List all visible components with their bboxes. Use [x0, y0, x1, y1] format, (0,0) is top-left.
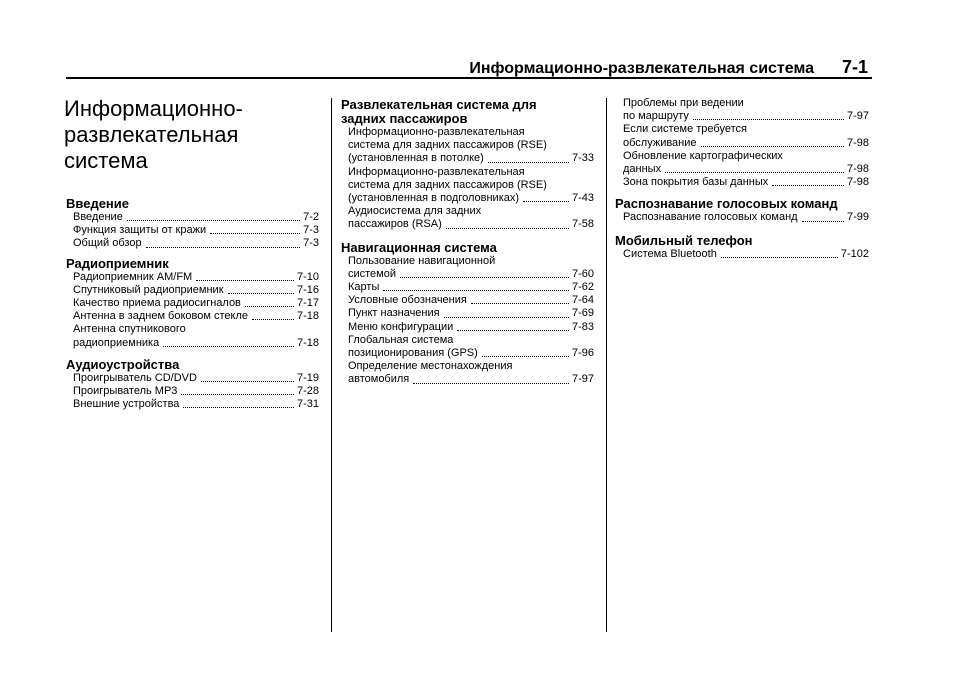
leader-dots — [252, 319, 294, 320]
toc-entry-text: Общий обзор — [73, 237, 142, 250]
section-title-line: Развлекательная система для — [341, 97, 537, 112]
toc-entry[interactable] — [73, 271, 319, 284]
section-title-rse — [341, 98, 594, 126]
toc-entry-text: Карты — [348, 281, 380, 294]
column-divider-2 — [606, 98, 607, 632]
toc-page: 7-98 — [846, 136, 869, 149]
leader-dots — [245, 306, 294, 307]
toc-entry-text[interactable]: Глобальная система — [348, 333, 454, 346]
section-title-radio: Радиоприемник — [66, 255, 169, 271]
toc-page: 7-62 — [571, 281, 594, 294]
toc-column-1 — [66, 197, 319, 411]
section-title-audio: Аудиоустройства — [66, 356, 180, 372]
leader-dots — [523, 201, 569, 202]
leader-dots — [772, 185, 844, 186]
toc-entry-text: Распознавание голосовых команд — [623, 211, 798, 224]
leader-dots — [400, 277, 569, 278]
toc-entry-text[interactable]: Антенна спутникового — [73, 323, 186, 336]
leader-dots — [196, 280, 294, 281]
toc-entry[interactable] — [623, 248, 869, 261]
toc-entry[interactable] — [73, 297, 319, 310]
leader-dots — [802, 221, 844, 222]
toc-entry-text: Внешние устройства — [73, 398, 180, 411]
chapter-title-line: система — [64, 148, 148, 173]
leader-dots — [163, 346, 294, 347]
section-title-line: задних пассажиров — [341, 111, 468, 126]
toc-page: 7-18 — [296, 336, 319, 349]
toc-entry-text: Зона покрытия базы данных — [623, 176, 769, 189]
toc-entry-text: Система Bluetooth — [623, 247, 717, 260]
leader-dots — [665, 172, 844, 173]
leader-dots — [413, 383, 569, 384]
toc-entry[interactable] — [348, 218, 594, 231]
toc-entry-text: (установленная в потолке) — [348, 152, 484, 165]
column-divider-1 — [331, 98, 332, 632]
toc-entry-text: обслуживание — [623, 136, 697, 149]
running-header — [66, 58, 868, 78]
leader-dots — [210, 233, 300, 234]
toc-page: 7-60 — [571, 267, 594, 280]
toc-list — [73, 372, 319, 412]
toc-entry[interactable] — [348, 373, 594, 386]
leader-dots — [446, 228, 569, 229]
toc-entry-text: Качество приема радиосигналов — [73, 297, 241, 310]
toc-entry-text[interactable]: Обновление картографических — [623, 149, 783, 162]
leader-dots — [183, 407, 294, 408]
toc-entry[interactable] — [73, 284, 319, 297]
toc-entry[interactable] — [73, 237, 319, 250]
toc-page: 7-99 — [846, 211, 869, 224]
toc-entry-text: Радиоприемник AM/FM — [73, 270, 193, 283]
toc-entry[interactable] — [73, 337, 319, 350]
toc-page: 7-102 — [840, 247, 869, 260]
toc-entry-text: (установленная в подголовниках) — [348, 192, 520, 205]
toc-entry-text: Меню конфигурации — [348, 320, 454, 333]
toc-page: 7-17 — [296, 297, 319, 310]
toc-entry[interactable] — [73, 310, 319, 323]
toc-page: 7-3 — [303, 237, 319, 250]
leader-dots — [146, 247, 301, 248]
toc-entry-text[interactable]: Информационно-развлекательная — [348, 126, 525, 138]
toc-entry[interactable] — [348, 347, 594, 360]
toc-entry[interactable] — [348, 307, 594, 320]
toc-list — [73, 271, 319, 350]
toc-entry-text[interactable]: система для задних пассажиров (RSE) — [348, 178, 547, 191]
header-rule — [66, 77, 872, 79]
toc-page: 7-28 — [296, 385, 319, 398]
toc-entry-text[interactable]: Если системе требуется — [623, 123, 747, 136]
toc-entry-text: Проигрыватель MP3 — [73, 385, 178, 398]
toc-entry-text: Пункт назначения — [348, 307, 440, 320]
toc-entry[interactable] — [623, 110, 869, 123]
leader-dots — [471, 303, 569, 304]
toc-entry-text: Введение — [73, 211, 123, 223]
leader-dots — [721, 257, 838, 258]
toc-entry[interactable] — [348, 281, 594, 294]
toc-list — [348, 255, 594, 387]
toc-page: 7-97 — [571, 373, 594, 386]
leader-dots — [228, 293, 294, 294]
toc-page: 7-16 — [296, 283, 319, 296]
section-title-introduction: Введение — [66, 196, 129, 211]
toc-page: 7-31 — [296, 398, 319, 411]
toc-list — [623, 248, 869, 261]
toc-page: 7-33 — [571, 152, 594, 165]
leader-dots — [444, 317, 569, 318]
toc-entry-text[interactable]: Информационно-развлекательная — [348, 165, 525, 178]
leader-dots — [127, 220, 300, 221]
toc-entry[interactable] — [73, 398, 319, 411]
leader-dots — [693, 119, 844, 120]
section-title-phone: Мобильный телефон — [615, 232, 753, 248]
toc-list — [623, 97, 869, 189]
toc-page: 7-69 — [571, 307, 594, 320]
toc-entry[interactable] — [623, 211, 869, 224]
toc-entry-text: системой — [348, 267, 397, 280]
toc-entry[interactable] — [348, 152, 594, 165]
header-title: Информационно-развлекательная система — [469, 60, 814, 77]
toc-entry[interactable] — [348, 192, 594, 205]
toc-entry-text[interactable]: Проблемы при ведении — [623, 97, 744, 109]
toc-entry-text: позиционирования (GPS) — [348, 347, 478, 360]
toc-entry-text[interactable]: Пользование навигационной — [348, 254, 496, 267]
toc-page: 7-98 — [846, 176, 869, 189]
toc-entry[interactable] — [73, 211, 319, 224]
toc-entry[interactable] — [348, 321, 594, 334]
toc-entry-text: радиоприемника — [73, 336, 160, 349]
toc-page: 7-2 — [303, 211, 319, 223]
leader-dots — [482, 356, 569, 357]
section-title-voice: Распознавание голосовых команд — [615, 196, 838, 212]
toc-entry[interactable] — [73, 385, 319, 398]
toc-list — [73, 211, 319, 251]
section-title-navigation: Навигационная система — [341, 239, 497, 255]
toc-page: 7-19 — [296, 371, 319, 384]
toc-page: 7-97 — [846, 110, 869, 123]
toc-entry-text: автомобиля — [348, 373, 410, 386]
toc-page: 7-96 — [571, 347, 594, 360]
leader-dots — [201, 381, 294, 382]
toc-entry[interactable] — [623, 163, 869, 176]
toc-entry-text: данных — [623, 163, 662, 176]
toc-entry-text: Условные обозначения — [348, 294, 467, 307]
toc-page: 7-64 — [571, 294, 594, 307]
chapter-title-line: Информационно- — [64, 96, 243, 121]
chapter-title-line: развлекательная — [64, 122, 239, 147]
toc-entry-text: Функция защиты от кражи — [73, 224, 207, 237]
toc-page: 7-43 — [571, 192, 594, 205]
toc-entry[interactable] — [348, 294, 594, 307]
toc-page: 7-18 — [296, 310, 319, 323]
leader-dots — [383, 290, 569, 291]
toc-column-2 — [341, 98, 594, 387]
toc-entry[interactable] — [623, 137, 869, 150]
leader-dots — [701, 146, 844, 147]
toc-page: 7-3 — [303, 224, 319, 237]
toc-entry[interactable] — [623, 176, 869, 189]
page-number: 7-1 — [841, 57, 868, 77]
toc-column-3 — [616, 97, 869, 261]
toc-entry[interactable] — [73, 224, 319, 237]
toc-entry-text: Антенна в заднем боковом стекле — [73, 310, 248, 323]
toc-entry[interactable] — [73, 372, 319, 385]
chapter-title — [64, 96, 314, 174]
leader-dots — [181, 394, 294, 395]
toc-entry-text[interactable]: Определение местонахождения — [348, 360, 513, 373]
leader-dots — [488, 162, 569, 163]
toc-page: 7-83 — [571, 320, 594, 333]
toc-page: 7-98 — [846, 163, 869, 176]
leader-dots — [457, 330, 569, 331]
toc-entry[interactable] — [348, 268, 594, 281]
toc-entry-text: по маршруту — [623, 110, 689, 123]
toc-list — [348, 126, 594, 232]
toc-entry-text: Проигрыватель CD/DVD — [73, 371, 197, 384]
toc-entry-text[interactable]: система для задних пассажиров (RSE) — [348, 139, 547, 152]
toc-page: 7-10 — [296, 270, 319, 283]
toc-entry-text: Спутниковый радиоприемник — [73, 283, 224, 296]
toc-page: 7-58 — [571, 218, 594, 231]
toc-entry-text: пассажиров (RSA) — [348, 218, 442, 231]
toc-list — [623, 211, 869, 224]
toc-entry-text[interactable]: Аудиосистема для задних — [348, 205, 482, 218]
